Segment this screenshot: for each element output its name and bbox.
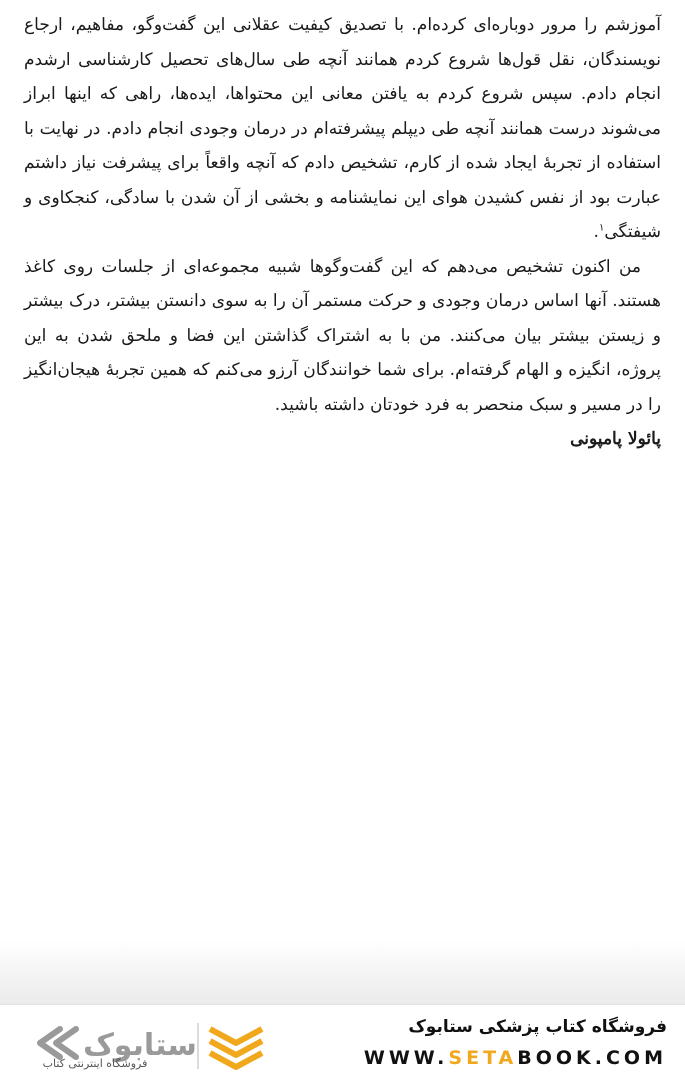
logo-wordmark: ستابوک [83, 1028, 197, 1063]
store-footer-banner [0, 1004, 685, 1081]
logo-subtitle: فروشگاه اینترنتی کتاب [42, 1057, 148, 1070]
paragraph-1-text: آموزشم را مرور دوباره‌ای کرده‌ام. با تصدیق کیفیت عقلانی این گفت‌وگو، مفاهیم، ارجاع نویسندگان، نقل قول‌ها شروع کردم همانند آنچه طی سال‌های تحصیل کارشناسی ارشدم انجام دادم. سپس شروع کردم به یافتن معانی این محتواها، ایده‌ها، راهی که اینها ابراز می‌شوند درست همانند آنچه طی دیپلم پیشرفته‌ام در درمان وجودی انجام دادم. در نهایت با استفاده از تجربهٔ ایجاد شده از کارم، تشخیص دادم که آنچه واقعاً برای پیشرفت نیاز داشتم عبارت بود از نفس کشیدن هوای این نمایشنامه و بخشی از آن شدن با سادگی، کنجکاوی و شیفتگی [24, 15, 661, 242]
author-signature: پائولا پامپونی [570, 429, 661, 449]
url-prefix: WWW. [363, 1047, 449, 1069]
paragraph-1: آموزشم را مرور دوباره‌ای کرده‌ام. با تصدیق کیفیت عقلانی این گفت‌وگو، مفاهیم، ارجاع نویسندگان، نقل قول‌ها شروع کردم همانند آنچه طی سال‌های تحصیل کارشناسی ارشدم انجام دادم. سپس شروع کردم به یافتن معانی این محتواها، ایده‌ها، راهی که اینها ابراز می‌شوند درست همانند آنچه طی دیپلم پیشرفته‌ام در درمان وجودی انجام دادم. در نهایت با استفاده از تجربهٔ ایجاد شده از کارم، تشخیص دادم که آنچه واقعاً برای پیشرفت نیاز داشتم عبارت بود از نفس کشیدن هوای این نمایشنامه و بخشی از آن شدن با سادگی، کنجکاوی و شیفتگی$^۱$. [24, 15, 661, 242]
url-suffix: BOOK.COM [517, 1047, 667, 1069]
url-accent: SETA [448, 1047, 518, 1069]
footnote-marker: ۱ [598, 222, 605, 234]
store-url[interactable] [364, 1047, 667, 1069]
page-bottom-fade [0, 940, 685, 1010]
store-name: فروشگاه کتاب پزشکی ستابوک [408, 1017, 667, 1037]
paragraph-2: من اکنون تشخیص می‌دهم که این گفت‌وگوها شبیه مجموعه‌ای از جلسات روی کاغذ هستند. آنها اساس درمان وجودی و حرکت مستمر آن را به سوی دانستن بیشتر، درک بیشتر و زیستن بیشتر بیان می‌کنند. من با به اشتراک گذاشتن این فضا و ملحق شدن به این پروژه، انگیزه و الهام گرفته‌ام. برای شما خوانندگان آرزو می‌کنم که همین تجربهٔ هیجان‌انگیز را در مسیر و سبک منحصر به فرد خودتان داشته باشید. [24, 256, 661, 415]
page-text [24, 8, 661, 457]
